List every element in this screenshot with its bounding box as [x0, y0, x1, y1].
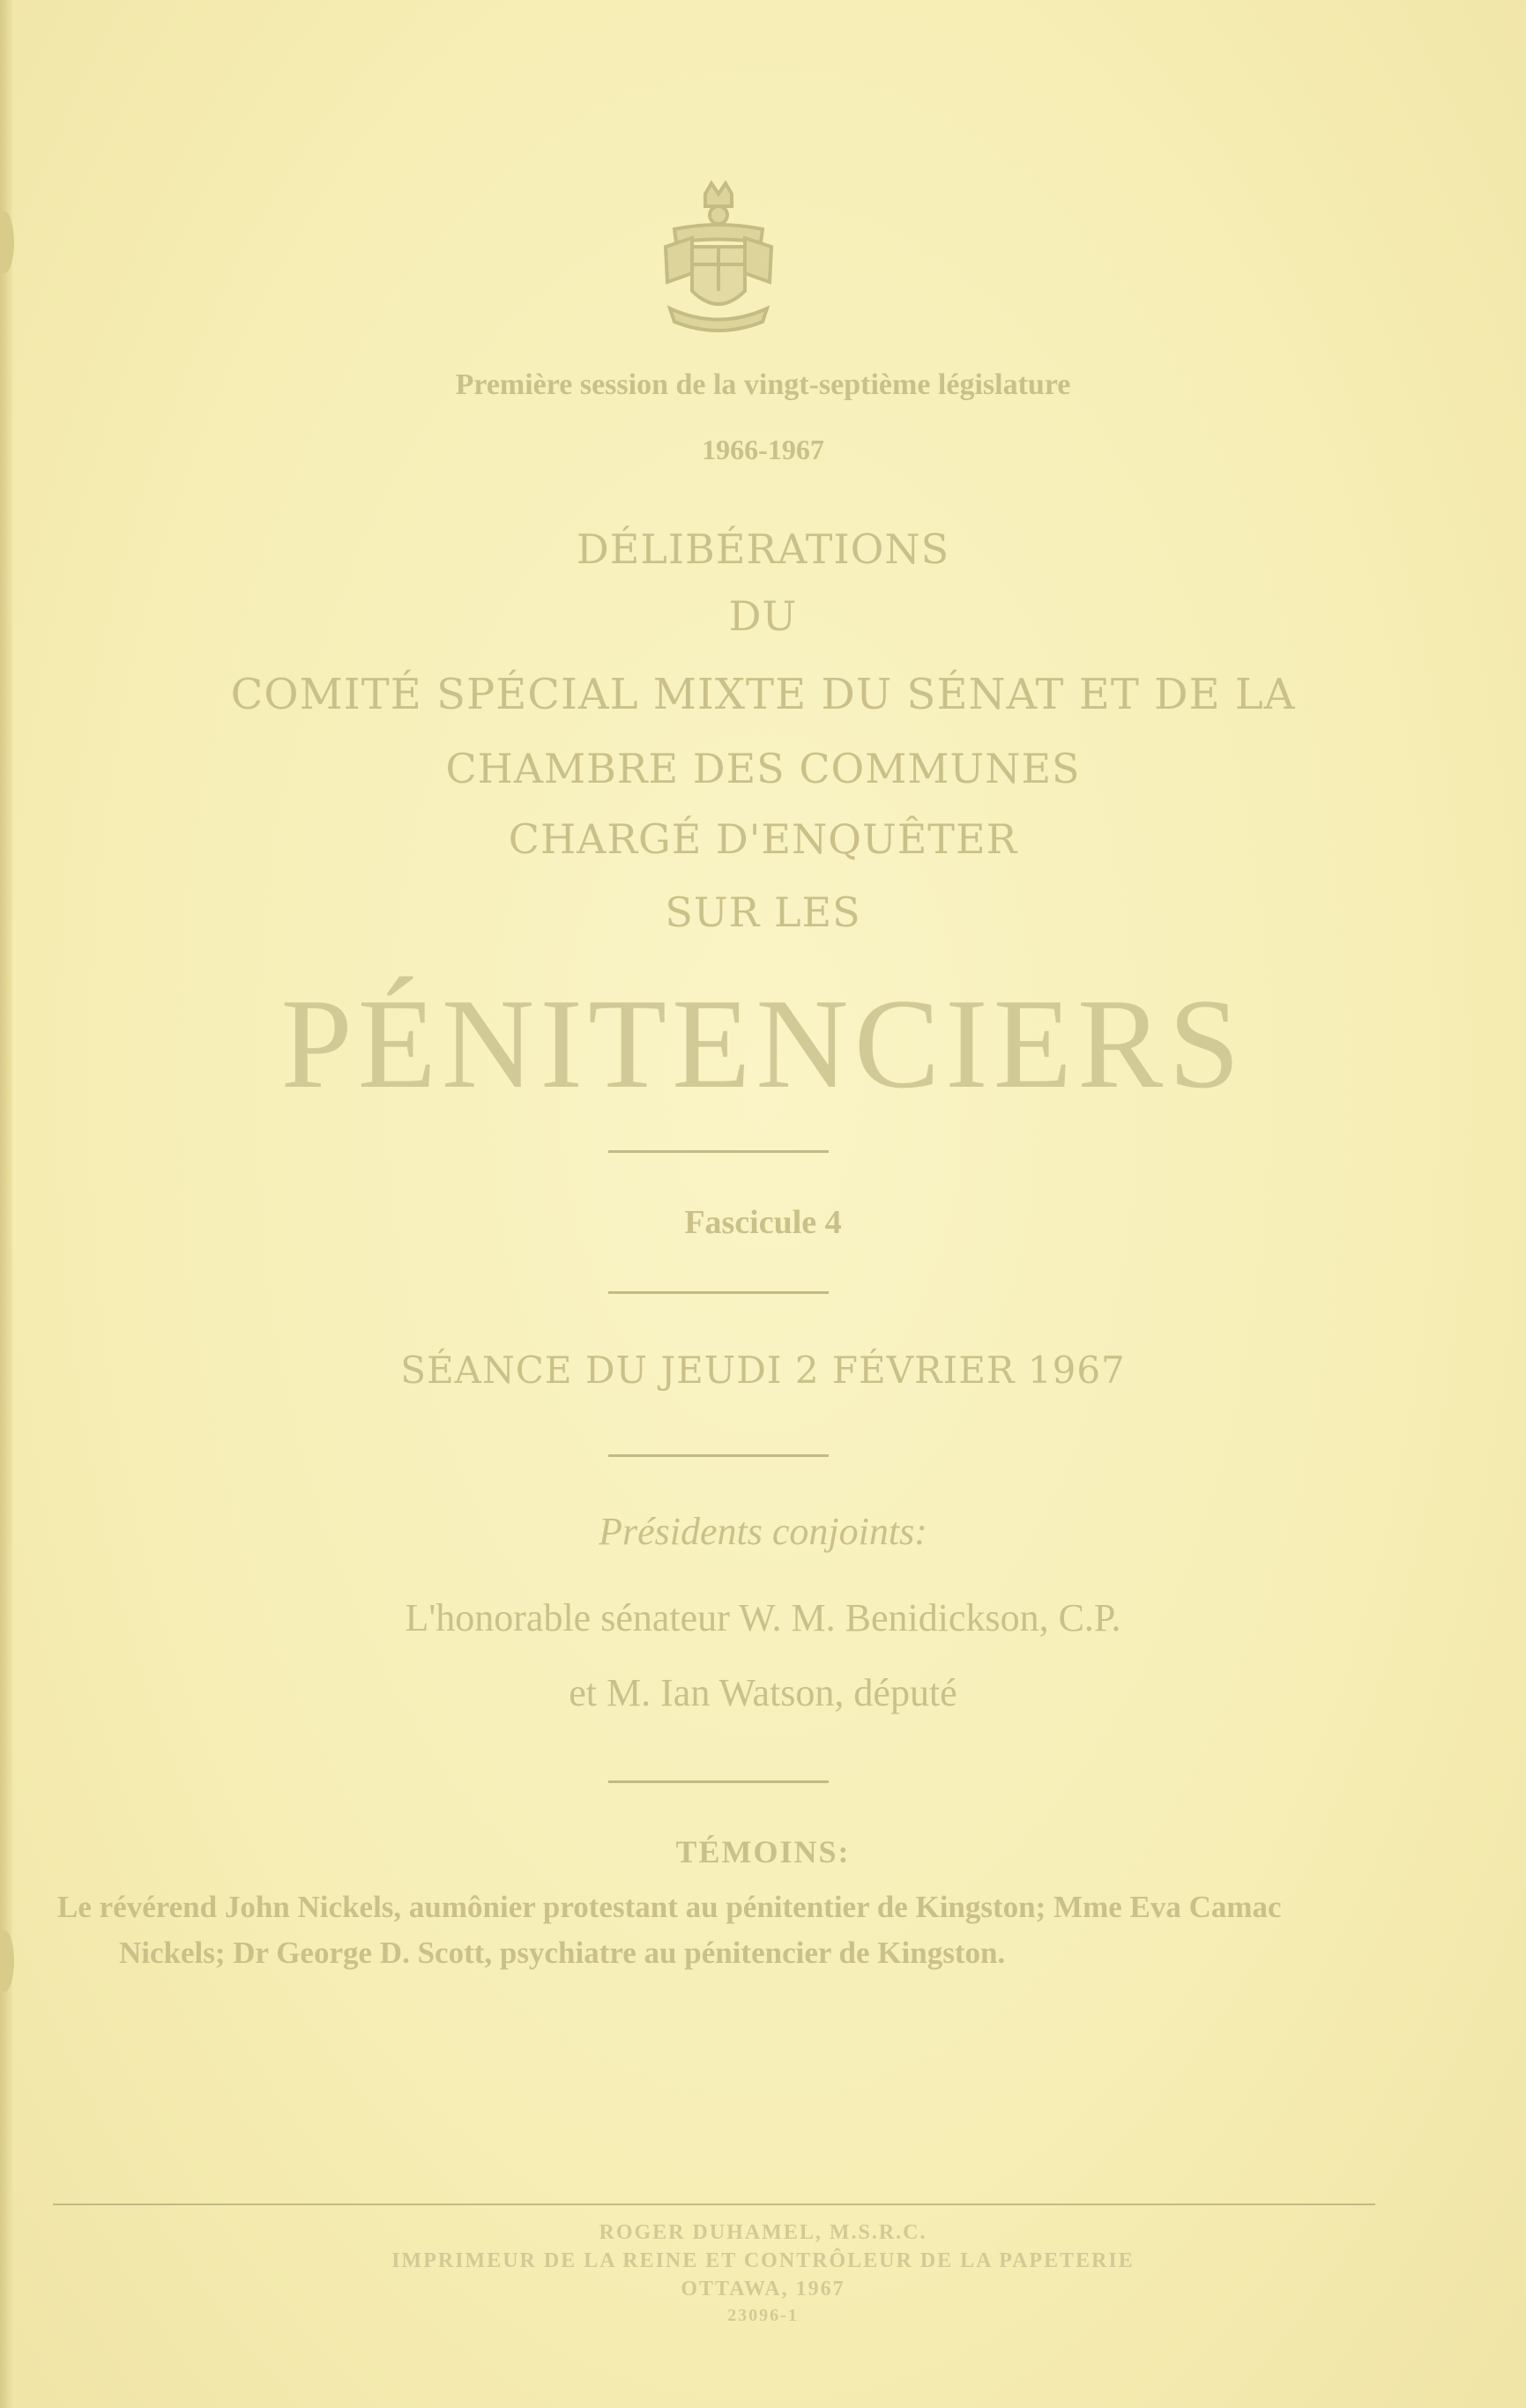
printer-line-4: 23096-1: [727, 2306, 799, 2325]
divider: [608, 1454, 829, 1457]
divider: [608, 1780, 829, 1783]
fascicule-number: Fascicule 4: [684, 1204, 842, 1241]
heading-line-2: DU: [728, 592, 798, 640]
heading-line-6: SUR LES: [665, 888, 861, 936]
witnesses-text: Le révérend John Nickels, aumônier protestant au pénitentier de Kingston; Mme Eva Camac Nickels; Dr George D. Scott, psychiatre au pénitencier de Kingston.: [57, 1890, 1282, 1970]
president-2: et M. Ian Watson, député: [569, 1671, 957, 1714]
heading-line-5: CHARGÉ D'ENQUÊTER: [508, 815, 1018, 863]
printer-line-3: OTTAWA, 1967: [681, 2278, 845, 2300]
printer-line-2: IMPRIMEUR DE LA REINE ET CONTRÔLEUR DE LA PAPETERIE: [391, 2249, 1135, 2272]
session-years: 1966-1967: [702, 434, 824, 465]
printer-line-1: ROGER DUHAMEL, M.S.R.C.: [599, 2221, 927, 2244]
heading-line-3: COMITÉ SPÉCIAL MIXTE DU SÉNAT ET DE LA: [230, 670, 1296, 719]
heading-line-1: DÉLIBÉRATIONS: [576, 525, 950, 573]
seance-date: SÉANCE DU JEUDI 2 FÉVRIER 1967: [400, 1349, 1126, 1392]
session-line: Première session de la vingt-septième législature: [455, 368, 1071, 401]
footer-divider: [53, 2204, 1375, 2205]
divider: [608, 1150, 829, 1153]
witnesses-list: [57, 1884, 1380, 1976]
divider: [608, 1291, 829, 1294]
heading-line-4: CHAMBRE DES COMMUNES: [445, 745, 1081, 792]
president-1: L'honorable sénateur W. M. Benidickson, C.P.: [405, 1596, 1121, 1639]
coat-of-arms-icon: [657, 176, 780, 344]
witnesses-label: TÉMOINS:: [675, 1834, 851, 1869]
presidents-label: Présidents conjoints:: [599, 1510, 927, 1553]
main-title: PÉNITENCIERS: [280, 972, 1246, 1115]
